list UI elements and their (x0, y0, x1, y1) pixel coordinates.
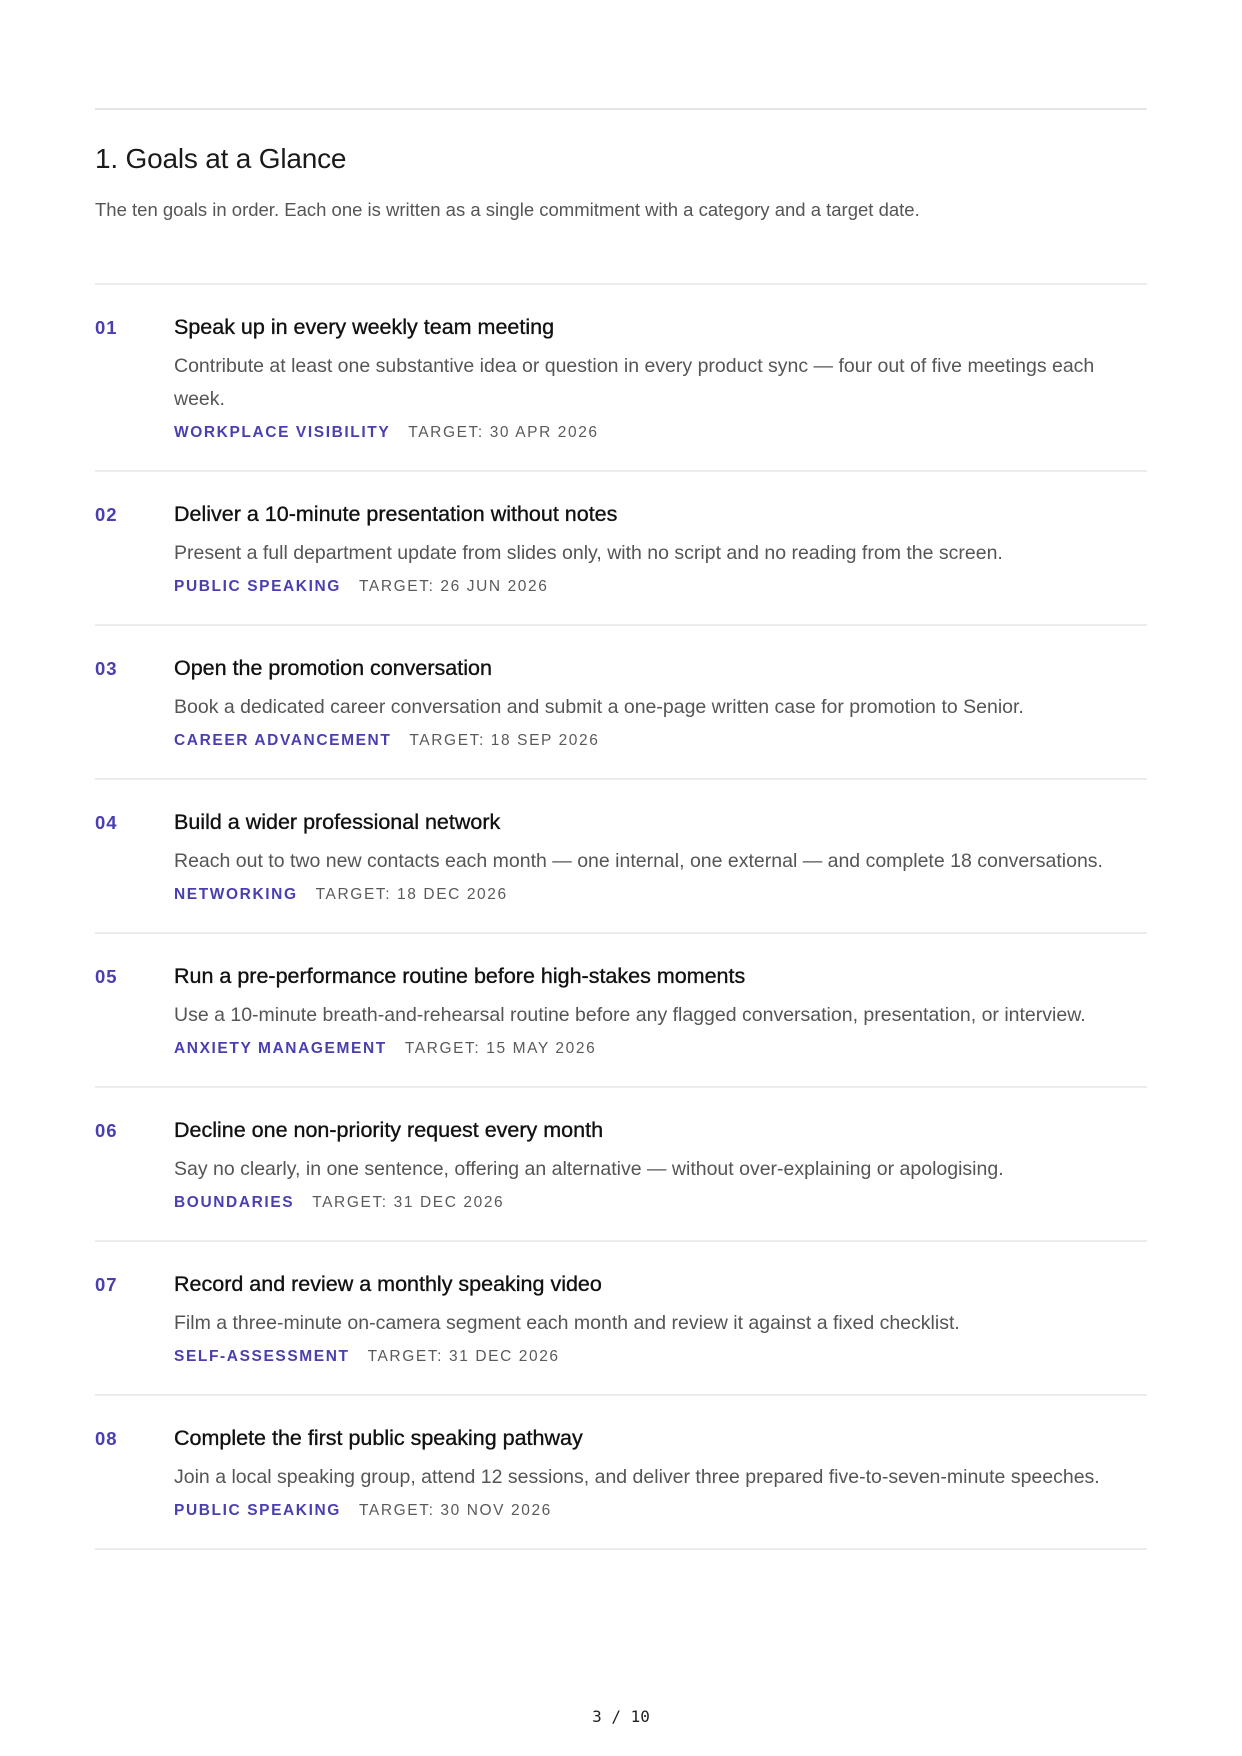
section-title: 1. Goals at a Glance (95, 143, 347, 174)
goal-body (174, 1269, 1147, 1368)
goal-number: 02 (95, 504, 118, 525)
goal-category: ANXIETY MANAGEMENT (174, 1040, 387, 1057)
goal-item (95, 1240, 1147, 1394)
goal-target-date: TARGET: 31 DEC 2026 (367, 1348, 560, 1365)
goal-number: 06 (95, 1120, 118, 1141)
goal-title: Record and review a monthly speaking video (174, 1272, 602, 1296)
goal-body (174, 653, 1147, 752)
goal-description: Use a 10-minute breath-and-rehearsal routine before any flagged conversation, presentation, or interview. (174, 1004, 1086, 1026)
goal-number: 04 (95, 812, 118, 833)
goal-meta (174, 1346, 1147, 1368)
goal-item (95, 1086, 1147, 1240)
goal-title: Run a pre-performance routine before high-stakes moments (174, 964, 746, 988)
goal-category: PUBLIC SPEAKING (174, 1502, 341, 1519)
goal-title: Decline one non-priority request every month (174, 1118, 604, 1142)
goal-number: 01 (95, 317, 118, 338)
goal-number: 03 (95, 658, 118, 679)
goal-description: Reach out to two new contacts each month — one internal, one external — and complete 18 conversations. (174, 850, 1103, 872)
goal-target-date: TARGET: 31 DEC 2026 (312, 1194, 505, 1211)
goal-meta (174, 884, 1147, 906)
top-divider (95, 108, 1147, 110)
goal-body (174, 1115, 1147, 1214)
goal-title: Open the promotion conversation (174, 656, 492, 680)
goal-description: Join a local speaking group, attend 12 sessions, and deliver three prepared five-to-seven-minute speeches. (174, 1466, 1100, 1488)
goal-target-date: TARGET: 18 SEP 2026 (409, 732, 600, 749)
goal-item (95, 778, 1147, 932)
goal-body (174, 1423, 1147, 1522)
goal-description: Contribute at least one substantive idea or question in every product sync — four out of five meetings each week. (174, 355, 1095, 410)
goal-meta (174, 1500, 1147, 1522)
section-description: The ten goals in order. Each one is written as a single commitment with a category and a target date. (95, 199, 920, 220)
goals-list (95, 283, 1147, 1550)
goal-category: PUBLIC SPEAKING (174, 578, 341, 595)
goal-meta (174, 422, 1147, 444)
goal-description: Film a three-minute on-camera segment each month and review it against a fixed checklist. (174, 1312, 960, 1334)
goal-meta (174, 576, 1147, 598)
goal-target-date: TARGET: 30 NOV 2026 (358, 1502, 552, 1519)
goal-target-date: TARGET: 30 APR 2026 (408, 424, 599, 441)
goal-body (174, 312, 1147, 444)
goal-meta (174, 1038, 1147, 1060)
goal-description: Present a full department update from slides only, with no script and no reading from the screen. (174, 542, 1003, 564)
goal-number: 08 (95, 1428, 118, 1449)
goal-title: Complete the first public speaking pathway (174, 1426, 583, 1450)
goal-meta (174, 730, 1147, 752)
goal-target-date: TARGET: 18 DEC 2026 (315, 886, 508, 903)
goal-number: 07 (95, 1274, 118, 1295)
goal-item (95, 624, 1147, 778)
goal-number: 05 (95, 966, 118, 987)
goal-category: SELF-ASSESSMENT (174, 1348, 350, 1365)
goal-category: NETWORKING (174, 886, 298, 903)
goal-target-date: TARGET: 15 MAY 2026 (404, 1040, 597, 1057)
goal-title: Speak up in every weekly team meeting (174, 315, 555, 339)
goal-category: BOUNDARIES (174, 1194, 295, 1211)
goal-title: Build a wider professional network (174, 810, 501, 834)
goal-description: Say no clearly, in one sentence, offering an alternative — without over-explaining or apologising. (174, 1158, 1004, 1180)
goal-body (174, 499, 1147, 598)
goal-description: Book a dedicated career conversation and submit a one-page written case for promotion to Senior. (174, 696, 1024, 718)
goal-category: CAREER ADVANCEMENT (174, 732, 392, 749)
goal-target-date: TARGET: 26 JUN 2026 (358, 578, 549, 595)
goal-category: WORKPLACE VISIBILITY (174, 424, 391, 441)
goal-item (95, 283, 1147, 470)
goal-body (174, 807, 1147, 906)
goal-item (95, 470, 1147, 624)
page-number: 3 / 10 (592, 1707, 650, 1726)
goal-item (95, 1394, 1147, 1550)
goal-title: Deliver a 10-minute presentation without notes (174, 502, 618, 526)
goal-item (95, 932, 1147, 1086)
goal-meta (174, 1192, 1147, 1214)
goal-body (174, 961, 1147, 1060)
